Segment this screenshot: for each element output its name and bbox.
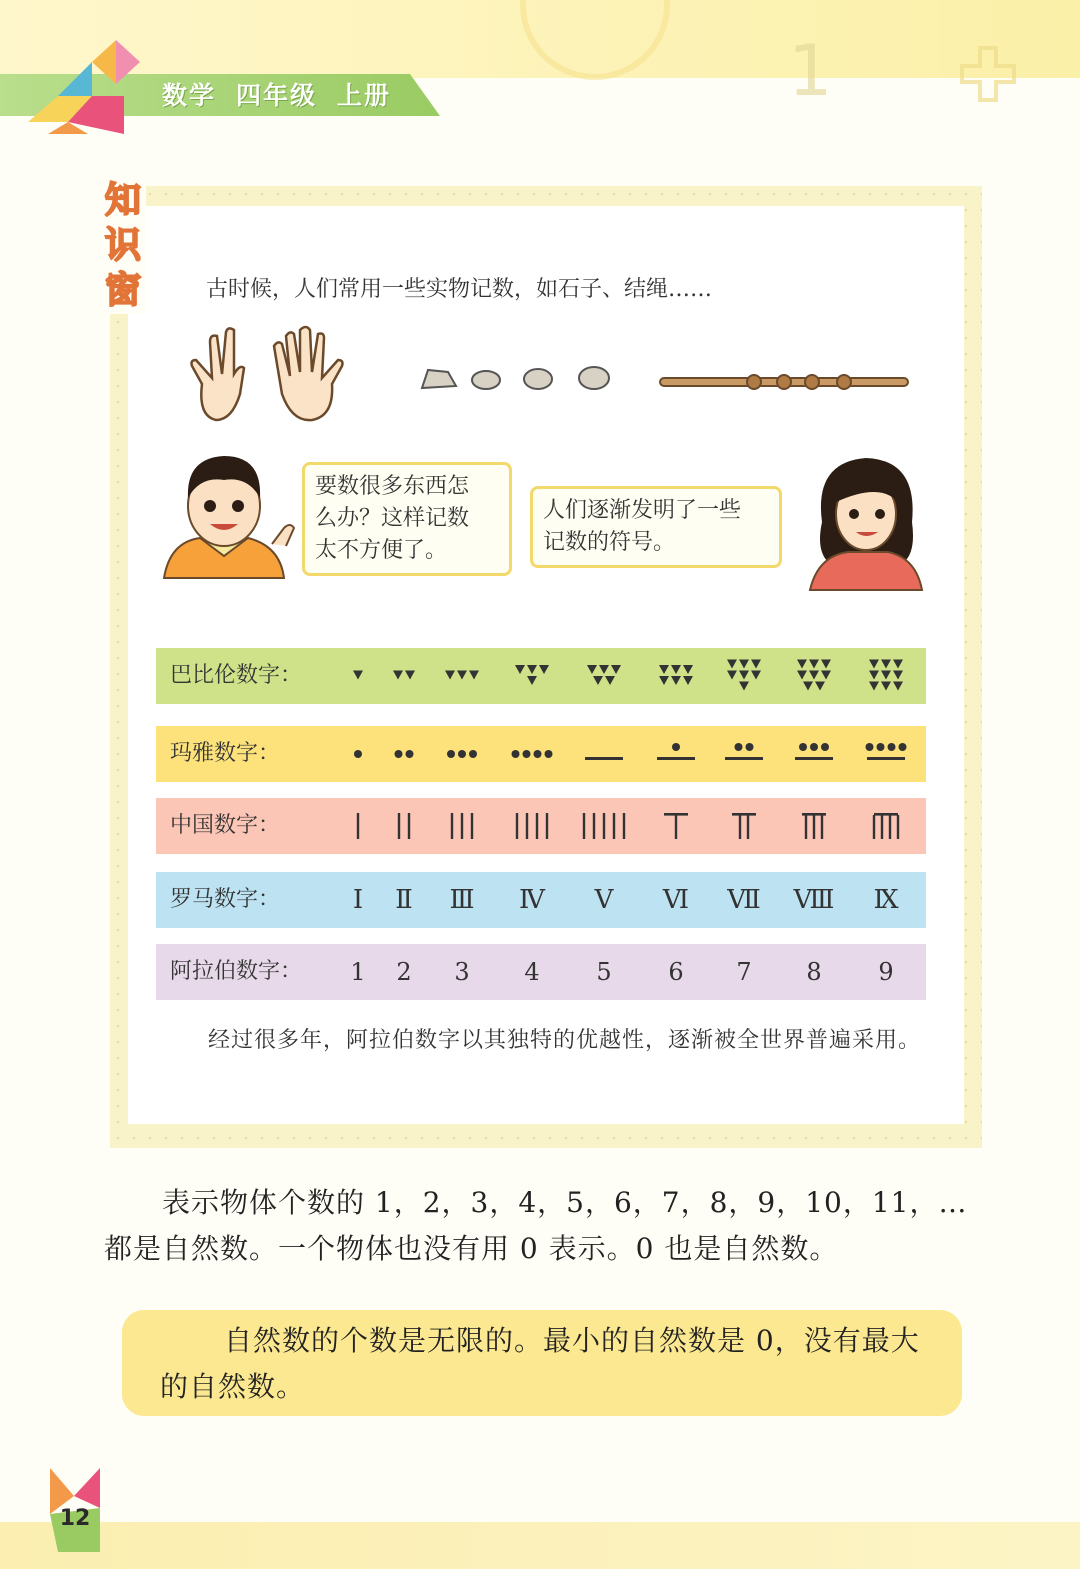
header-grade: 四年级 <box>236 81 318 110</box>
numeral-row-babylonian <box>156 648 926 704</box>
maya-numeral-6 <box>653 726 699 782</box>
chinese-numeral-1 <box>332 798 384 854</box>
label-char-3: 窗 <box>104 270 141 312</box>
roman-numeral-7: Ⅶ <box>727 885 761 915</box>
boy-bubble-line-3: 太不方便了。 <box>315 538 448 563</box>
numeral-row-roman <box>156 872 926 928</box>
header-title <box>162 78 411 114</box>
chinese-numeral-7 <box>718 798 770 854</box>
babylonian-numeral-1 <box>338 648 378 704</box>
natural-number-paragraph: 表示物体个数的 1，2，3，4，5，6，7，8，9，10，11，…都是自然数。一个物体也没有用 0 表示。0 也是自然数。 <box>104 1186 968 1265</box>
hands-icon <box>182 324 352 424</box>
boy-speech-bubble <box>302 462 512 576</box>
girl-bubble-line-1: 人们逐渐发明了一些 <box>543 498 742 523</box>
babylonian-numeral-2 <box>384 648 424 704</box>
babylonian-numeral-3 <box>442 648 482 704</box>
chinese-numeral-3 <box>436 798 488 854</box>
babylonian-numeral-9 <box>866 648 906 704</box>
boy-bubble-line-1: 要数很多东西怎 <box>315 474 470 499</box>
knotted-rope-icon <box>658 368 910 396</box>
chinese-numeral-5 <box>578 798 630 854</box>
numeral-row-chinese <box>156 798 926 854</box>
boy-bubble-line-2: 么办？这样记数 <box>315 506 470 531</box>
maya-numeral-4 <box>509 726 555 782</box>
arabic-numeral-8: 8 <box>806 958 822 986</box>
numeral-row-label: 中国数字： <box>170 813 281 838</box>
boy-icon <box>160 446 300 582</box>
roman-numeral-2: Ⅱ <box>395 885 413 915</box>
maya-numeral-3 <box>439 726 485 782</box>
arabic-numeral-4: 4 <box>524 958 540 986</box>
summary-box <box>122 1310 962 1416</box>
maya-numeral-8 <box>791 726 837 782</box>
page-number: 12 <box>59 1506 91 1531</box>
maya-numeral-1 <box>335 726 381 782</box>
numeral-row-label: 玛雅数字： <box>170 741 281 766</box>
arabic-numeral-2: 2 <box>396 958 412 986</box>
summary-text: 自然数的个数是无限的。最小的自然数是 0，没有最大的自然数。 <box>160 1324 920 1403</box>
numeral-row-arabic <box>156 944 926 1000</box>
babylonian-numeral-7 <box>724 648 764 704</box>
roman-numeral-9: Ⅸ <box>873 885 899 915</box>
babylonian-numeral-5 <box>584 648 624 704</box>
numeral-row-label: 巴比伦数字： <box>170 663 303 688</box>
maya-numeral-5 <box>581 726 627 782</box>
girl-speech-bubble <box>530 486 782 568</box>
roman-numeral-4: Ⅳ <box>519 885 545 915</box>
label-char-1: 知 <box>104 179 141 221</box>
footer-band <box>0 1522 1080 1569</box>
intro-text: 古时候，人们常用一些实物记数，如石子、结绳…… <box>206 277 713 302</box>
arabic-numeral-3: 3 <box>454 958 470 986</box>
maya-numeral-9 <box>863 726 909 782</box>
roman-numeral-1: Ⅰ <box>352 885 364 915</box>
roman-numeral-5: Ⅴ <box>594 885 614 915</box>
roman-numeral-3: Ⅲ <box>449 885 475 915</box>
chinese-numeral-6 <box>650 798 702 854</box>
digit-decoration: 1 <box>788 30 833 112</box>
chinese-numeral-4 <box>506 798 558 854</box>
numeral-row-label: 罗马数字： <box>170 887 281 912</box>
roman-numeral-8: Ⅷ <box>793 885 835 915</box>
girl-icon <box>808 452 924 592</box>
chinese-numeral-9 <box>860 798 912 854</box>
numeral-row-maya <box>156 726 926 782</box>
girl-bubble-line-2: 记数的符号。 <box>543 530 676 555</box>
outro-text: 经过很多年，阿拉伯数字以其独特的优越性，逐渐被全世界普遍采用。 <box>208 1028 922 1053</box>
header-volume: 上册 <box>337 81 392 110</box>
arabic-numeral-1: 1 <box>350 958 366 986</box>
tangram-icon <box>28 40 148 140</box>
plus-icon <box>958 44 1018 104</box>
arabic-numeral-7: 7 <box>736 958 752 986</box>
roman-numeral-6: Ⅵ <box>662 885 690 915</box>
chinese-numeral-2 <box>378 798 430 854</box>
arabic-numeral-6: 6 <box>668 958 684 986</box>
babylonian-numeral-6 <box>656 648 696 704</box>
chinese-numeral-8 <box>788 798 840 854</box>
maya-numeral-7 <box>721 726 767 782</box>
label-char-2: 识 <box>104 224 141 266</box>
maya-numeral-2 <box>381 726 427 782</box>
arabic-numeral-9: 9 <box>878 958 894 986</box>
header-subject: 数学 <box>162 81 217 110</box>
arabic-numeral-5: 5 <box>596 958 612 986</box>
numeral-row-label: 阿拉伯数字： <box>170 959 303 984</box>
babylonian-numeral-4 <box>512 648 552 704</box>
knowledge-window-label <box>100 178 146 314</box>
babylonian-numeral-8 <box>794 648 834 704</box>
stones-icon <box>418 362 618 394</box>
